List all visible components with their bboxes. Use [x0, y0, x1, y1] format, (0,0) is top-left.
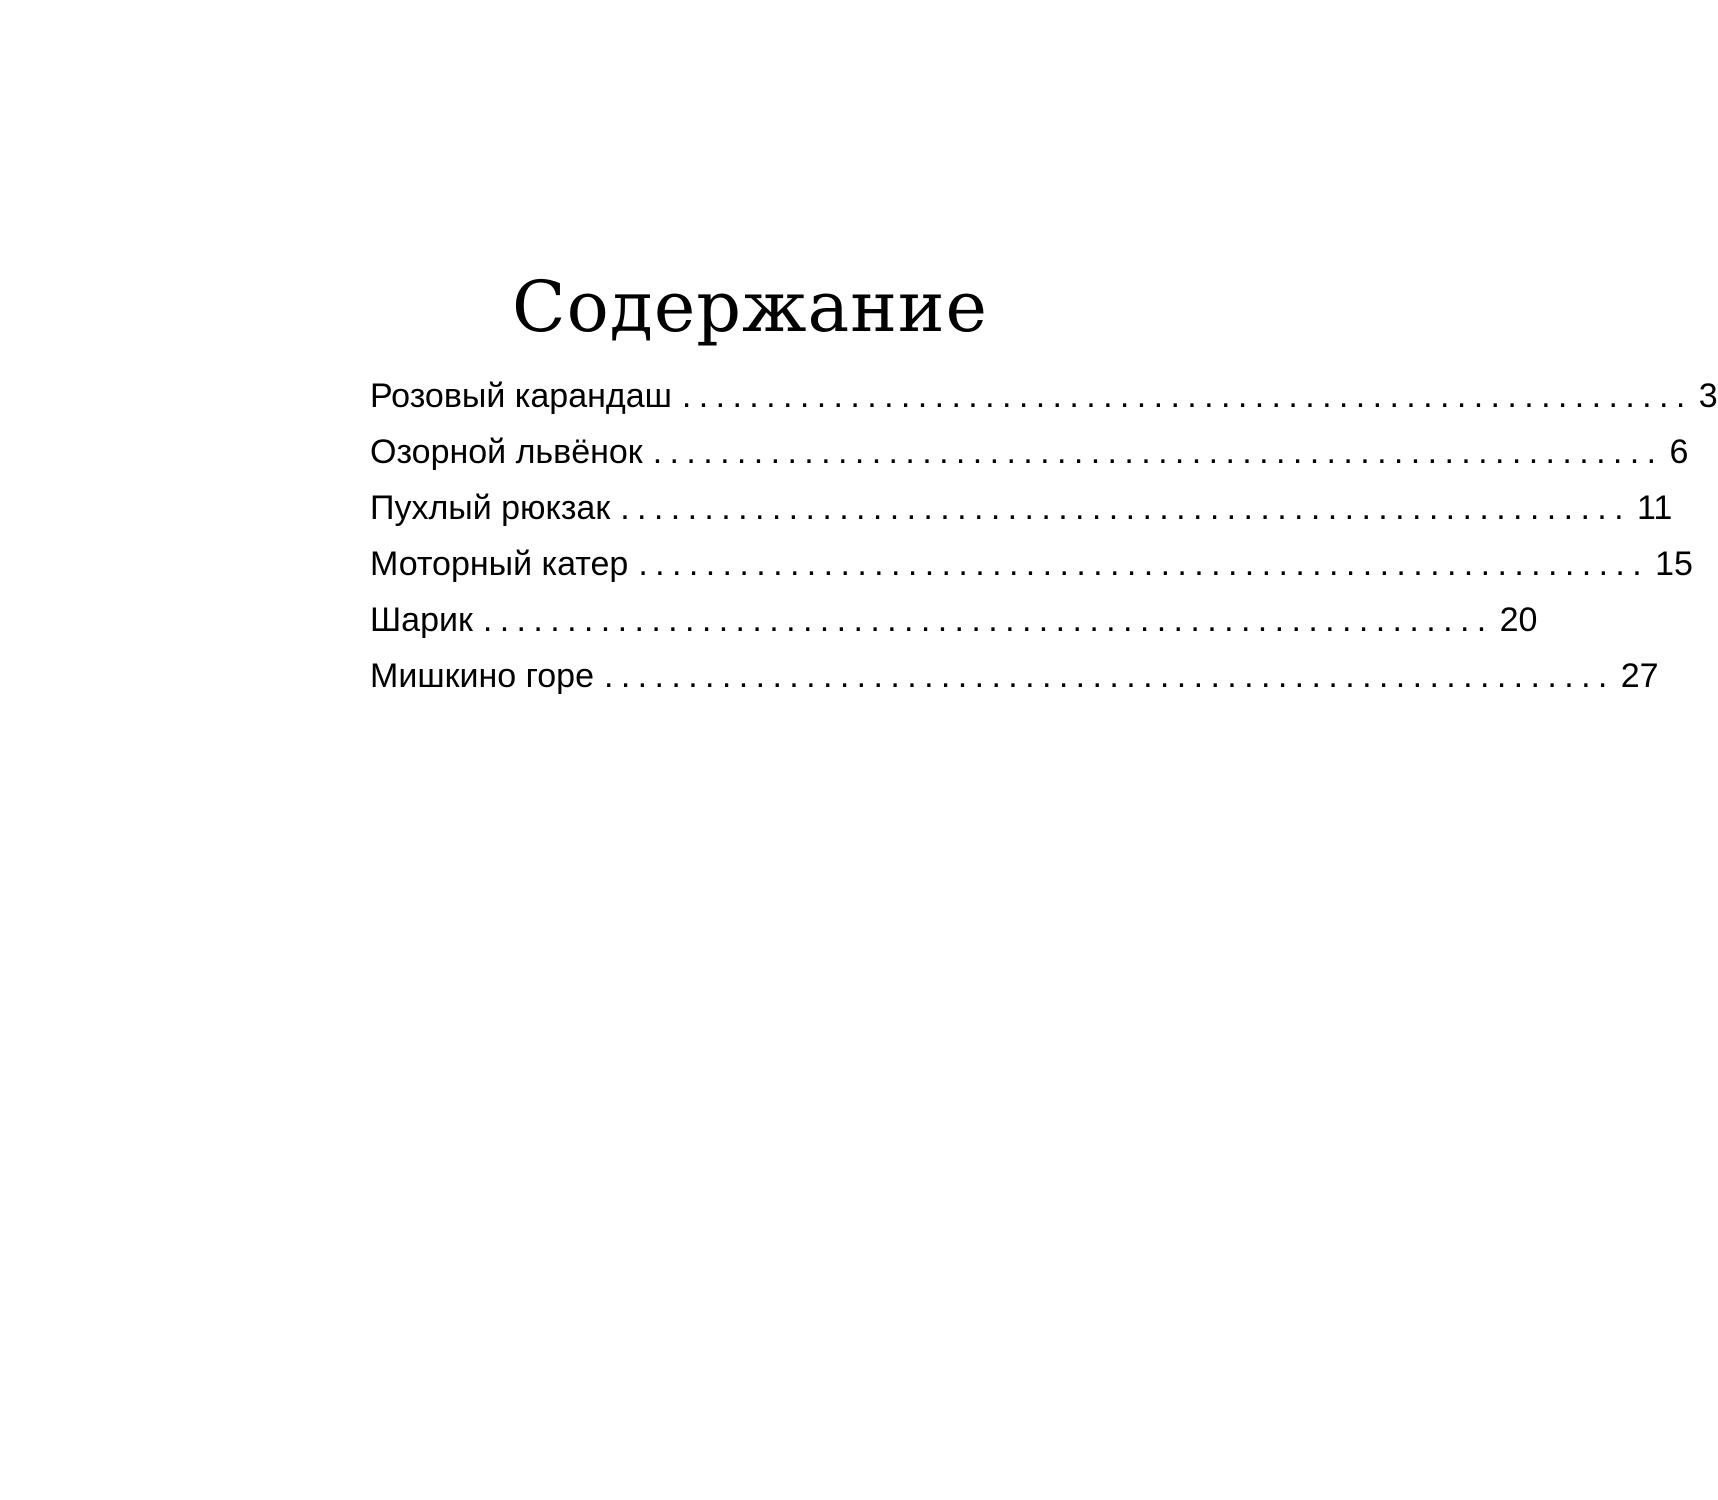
table-of-contents: [370, 368, 1718, 704]
dot-leader: ............................................................: [603, 657, 1615, 695]
toc-page-number: 20: [1499, 601, 1538, 639]
toc-entry-title: Пухлый рюкзак: [370, 489, 611, 527]
toc-entry-title: Мишкино горе: [370, 657, 594, 695]
toc-page-number: 3: [1698, 377, 1718, 415]
toc-entry-title: Розовый карандаш: [370, 377, 672, 415]
toc-entry: [370, 480, 1673, 536]
toc-page-number: 27: [1620, 657, 1659, 695]
dot-leader: ............................................................: [638, 545, 1650, 583]
toc-entry-title: Озорной львёнок: [370, 433, 643, 471]
page-title: Содержание: [512, 266, 988, 348]
toc-page-number: 11: [1636, 489, 1673, 527]
toc-entry: [370, 648, 1659, 704]
dot-leader: ............................................................: [482, 601, 1494, 639]
dot-leader: ............................................................: [681, 377, 1693, 415]
toc-entry-title: Моторный катер: [370, 545, 629, 583]
toc-entry-title: Шарик: [370, 601, 473, 639]
toc-page-number: 6: [1669, 433, 1689, 471]
toc-entry: [370, 536, 1693, 592]
toc-entry: [370, 424, 1689, 480]
toc-entry: [370, 592, 1538, 648]
toc-page-number: 15: [1655, 545, 1693, 583]
dot-leader: ............................................................: [652, 433, 1664, 471]
toc-entry: [370, 368, 1718, 424]
dot-leader: ............................................................: [620, 489, 1631, 527]
